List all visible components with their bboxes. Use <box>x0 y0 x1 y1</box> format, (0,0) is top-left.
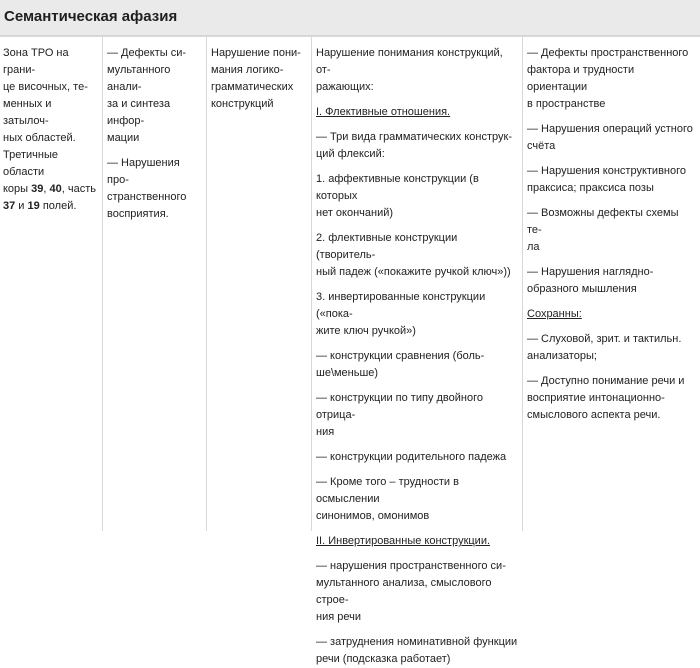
and-word: и <box>15 200 28 212</box>
separator: , часть <box>61 183 96 195</box>
field-number: 39 <box>31 183 44 195</box>
preserved-item: — Слуховой, зрит. и тактильн. анализаторы; <box>527 333 682 362</box>
cell-localization <box>0 37 103 531</box>
associated-item: — Возможны дефекты схемы те- ла <box>527 207 679 253</box>
preserved-heading: Сохранны: <box>527 308 582 320</box>
details-item: — затруднения номинативной функции речи (подсказка работает) <box>316 636 518 665</box>
field-number: 37 <box>3 200 16 212</box>
field-number: 19 <box>27 200 40 212</box>
details-intro: Нарушение понимания конструкций, от- ражающих: <box>316 47 503 93</box>
tail-text: полей. <box>39 200 77 212</box>
details-item: — конструкции по типу двойного отрица- ния <box>316 392 483 438</box>
mechanism-item: — Нарушения про- странственного восприятия. <box>107 157 187 220</box>
cell-associated <box>523 37 700 531</box>
associated-item: — Дефекты пространственного фактора и трудности ориентации в пространстве <box>527 47 689 110</box>
section-heading: I. Флективные отношения. <box>316 106 451 118</box>
symptom-text: Нарушение пони- мания логико- грамматических конструкций <box>211 47 301 110</box>
details-item: — Три вида грамматических конструк- ций флексий: <box>316 131 512 160</box>
field-number: 40 <box>49 183 62 195</box>
details-item: — Кроме того – трудности в осмыслении синонимов, омонимов <box>316 476 459 522</box>
cell-symptom <box>207 37 312 531</box>
localization-fields <box>3 181 98 198</box>
section-title: Семантическая афазия <box>4 8 178 25</box>
localization-fields <box>3 198 98 215</box>
details-item: — конструкции родительного падежа <box>316 451 507 463</box>
localization-line: це височных, те- <box>3 81 88 93</box>
associated-item: — Нарушения конструктивного праксиса; праксиса позы <box>527 165 686 194</box>
preserved-item: — Доступно понимание речи и восприятие интонационно- смыслового аспекта речи. <box>527 375 685 421</box>
mechanism-item: — Дефекты си- мультанного анали- за и синтеза инфор- мации <box>107 47 187 144</box>
details-item: 3. инвертированные конструкции («пока- жите ключ ручкой») <box>316 291 486 337</box>
section-heading: II. Инвертированные конструкции. <box>316 535 491 547</box>
localization-line: менных и затылоч- <box>3 98 52 127</box>
associated-item: — Нарушения наглядно- образного мышления <box>527 266 654 295</box>
aphasia-table <box>0 36 700 665</box>
details-item: — конструкции сравнения (боль- ше\меньше) <box>316 350 485 379</box>
details-item: 1. аффективные конструкции (в которых нет окончаний) <box>316 173 479 219</box>
localization-line: ных областей. <box>3 132 76 144</box>
coord-prefix: коры <box>3 183 32 195</box>
details-item: 2. флективные конструкции (творитель- ный падеж («покажите ручкой ключ»)) <box>316 232 511 278</box>
localization-line: Третичные области <box>3 149 58 178</box>
section-header <box>0 0 700 36</box>
localization-line: Зона ТРО на грани- <box>3 47 69 76</box>
associated-item: — Нарушения операций устного счёта <box>527 123 693 152</box>
separator: , <box>43 183 50 195</box>
cell-mechanism <box>103 37 207 531</box>
cell-details <box>312 37 523 665</box>
details-item: — нарушения пространственного си- мультанного анализа, смыслового строе- ния речи <box>316 560 506 623</box>
